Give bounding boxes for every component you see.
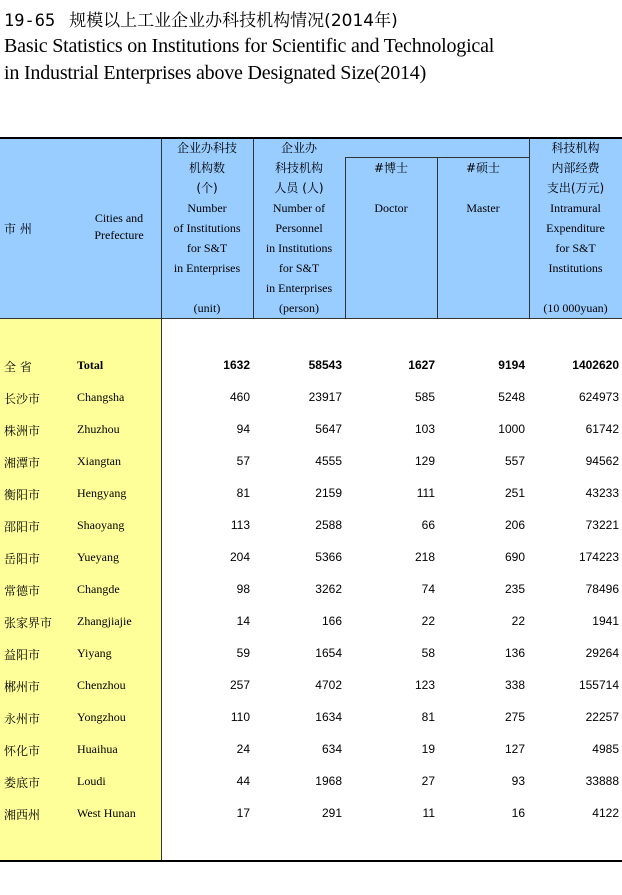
table-title-cn bbox=[4, 6, 398, 31]
cell-expenditure: 29264 bbox=[585, 646, 619, 660]
cell-expenditure: 73221 bbox=[585, 518, 619, 532]
cell-personnel: 23917 bbox=[308, 390, 342, 404]
cell-personnel: 1654 bbox=[315, 646, 342, 660]
row-label-cn: 湘西州 bbox=[4, 808, 41, 822]
cell-doctor: 1627 bbox=[408, 358, 435, 372]
row-label-en: Total bbox=[77, 358, 104, 372]
table-row bbox=[0, 446, 622, 478]
table-row bbox=[0, 574, 622, 606]
cell-expenditure: 4122 bbox=[592, 806, 619, 820]
cell-personnel: 1634 bbox=[315, 710, 342, 724]
cell-master: 338 bbox=[504, 678, 525, 692]
cell-personnel: 2159 bbox=[315, 486, 342, 500]
title-cn-text: 规模以上工业企业办科技机构情况(2014年) bbox=[69, 11, 398, 31]
cell-doctor: 123 bbox=[414, 678, 435, 692]
cell-expenditure: 61742 bbox=[585, 422, 619, 436]
row-label-en: Huaihua bbox=[77, 742, 118, 756]
table-row bbox=[0, 510, 622, 542]
cell-personnel: 5366 bbox=[315, 550, 342, 564]
table-row bbox=[0, 382, 622, 414]
cell-institutions: 44 bbox=[236, 774, 250, 788]
table-row bbox=[0, 766, 622, 798]
row-label-cn: 岳阳市 bbox=[4, 552, 41, 566]
cell-master: 275 bbox=[504, 710, 525, 724]
cell-expenditure: 624973 bbox=[578, 390, 619, 404]
row-label-cn: 邵阳市 bbox=[4, 520, 41, 534]
row-label-cn: 株洲市 bbox=[4, 424, 41, 438]
header-col-expenditure: 科技机构 内部经费 支出(万元) Intramural Expenditure for S&T Institutions (10 000yuan) bbox=[543, 141, 608, 315]
cell-doctor: 58 bbox=[421, 646, 435, 660]
cell-master: 235 bbox=[504, 582, 525, 596]
cell-institutions: 1632 bbox=[223, 358, 250, 372]
cell-master: 557 bbox=[504, 454, 525, 468]
table-row bbox=[0, 606, 622, 638]
cell-master: 136 bbox=[504, 646, 525, 660]
cell-institutions: 81 bbox=[236, 486, 250, 500]
cell-expenditure: 1941 bbox=[592, 614, 619, 628]
cell-personnel: 58543 bbox=[308, 358, 342, 372]
row-label-cn: 益阳市 bbox=[4, 648, 41, 662]
cell-master: 93 bbox=[511, 774, 525, 788]
cell-master: 127 bbox=[504, 742, 525, 756]
cell-institutions: 94 bbox=[236, 422, 250, 436]
header-col-doctor: #博士 Doctor bbox=[373, 161, 409, 215]
row-label-en: Loudi bbox=[77, 774, 106, 788]
table-row bbox=[0, 670, 622, 702]
row-label-en: Zhuzhou bbox=[77, 422, 120, 436]
cell-expenditure: 43233 bbox=[585, 486, 619, 500]
cell-institutions: 59 bbox=[236, 646, 250, 660]
row-label-en: Zhangjiajie bbox=[77, 614, 132, 628]
cell-personnel: 2588 bbox=[315, 518, 342, 532]
cell-doctor: 585 bbox=[414, 390, 435, 404]
cell-expenditure: 78496 bbox=[585, 582, 619, 596]
cell-doctor: 19 bbox=[421, 742, 435, 756]
cell-master: 251 bbox=[504, 486, 525, 500]
cell-expenditure: 94562 bbox=[585, 454, 619, 468]
row-label-en: Xiangtan bbox=[77, 454, 121, 468]
table-title-en-line2: in Industrial Enterprises above Designated Size(2014) bbox=[4, 62, 427, 84]
table-bottom-rule bbox=[0, 860, 622, 862]
row-label-en: Chenzhou bbox=[77, 678, 126, 692]
table-row bbox=[0, 734, 622, 766]
cell-institutions: 113 bbox=[230, 518, 250, 532]
cell-doctor: 129 bbox=[414, 454, 435, 468]
table-number: 19-65 bbox=[4, 11, 56, 31]
table-row bbox=[0, 702, 622, 734]
header-col-master: #硕士 Master bbox=[465, 161, 501, 215]
table-title-en-line1: Basic Statistics on Institutions for Scientific and Technological bbox=[4, 35, 495, 57]
cell-doctor: 27 bbox=[421, 774, 435, 788]
cell-personnel: 4555 bbox=[315, 454, 342, 468]
row-label-cn: 郴州市 bbox=[4, 680, 41, 694]
table-row bbox=[0, 798, 622, 830]
cell-doctor: 22 bbox=[421, 614, 435, 628]
cell-institutions: 460 bbox=[229, 390, 250, 404]
row-label-cn: 长沙市 bbox=[4, 392, 41, 406]
cell-institutions: 57 bbox=[236, 454, 250, 468]
row-label-en: Yongzhou bbox=[77, 710, 126, 724]
header-region-en: Cities and Prefecture bbox=[94, 211, 144, 242]
cell-doctor: 103 bbox=[414, 422, 435, 436]
row-label-en: West Hunan bbox=[77, 806, 136, 820]
cell-doctor: 74 bbox=[421, 582, 435, 596]
row-label-en: Changde bbox=[77, 582, 120, 596]
table-row bbox=[0, 542, 622, 574]
cell-doctor: 218 bbox=[414, 550, 435, 564]
table-row bbox=[0, 478, 622, 510]
row-label-en: Hengyang bbox=[77, 486, 127, 500]
header-col-institutions: 企业办科技 机构数 (个) Number of Institutions for S&T in Enterprises (unit) bbox=[173, 141, 241, 315]
cell-doctor: 11 bbox=[422, 806, 435, 820]
cell-expenditure: 155714 bbox=[578, 678, 619, 692]
cell-expenditure: 33888 bbox=[585, 774, 619, 788]
header-region-cn: 市 州 bbox=[4, 222, 32, 236]
table-row-total bbox=[0, 350, 622, 382]
row-label-en: Yueyang bbox=[77, 550, 119, 564]
cell-institutions: 24 bbox=[236, 742, 250, 756]
cell-institutions: 204 bbox=[229, 550, 250, 564]
cell-master: 22 bbox=[511, 614, 525, 628]
cell-personnel: 5647 bbox=[315, 422, 342, 436]
row-label-cn: 怀化市 bbox=[4, 744, 41, 758]
row-label-cn: 全 省 bbox=[4, 360, 32, 374]
cell-expenditure: 4985 bbox=[592, 742, 619, 756]
cell-expenditure: 22257 bbox=[585, 710, 619, 724]
cell-master: 690 bbox=[504, 550, 525, 564]
cell-doctor: 66 bbox=[421, 518, 435, 532]
cell-master: 1000 bbox=[498, 422, 525, 436]
cell-institutions: 257 bbox=[229, 678, 250, 692]
cell-institutions: 98 bbox=[236, 582, 250, 596]
cell-personnel: 4702 bbox=[315, 678, 342, 692]
cell-master: 206 bbox=[504, 518, 525, 532]
cell-expenditure: 174223 bbox=[578, 550, 619, 564]
cell-institutions: 110 bbox=[230, 710, 250, 724]
table-row bbox=[0, 414, 622, 446]
cell-master: 5248 bbox=[498, 390, 525, 404]
cell-expenditure: 1402620 bbox=[572, 358, 619, 372]
cell-institutions: 17 bbox=[236, 806, 250, 820]
row-label-en: Yiyang bbox=[77, 646, 112, 660]
row-label-cn: 湘潭市 bbox=[4, 456, 41, 470]
row-label-cn: 娄底市 bbox=[4, 776, 41, 790]
cell-doctor: 111 bbox=[416, 486, 435, 500]
cell-master: 9194 bbox=[498, 358, 525, 372]
header-col-personnel: 企业办 科技机构 人员 (人) Number of Personnel in Institutions for S&T in Enterprises (person) bbox=[265, 141, 333, 315]
table-row bbox=[0, 638, 622, 670]
cell-master: 16 bbox=[511, 806, 525, 820]
cell-personnel: 3262 bbox=[315, 582, 342, 596]
row-label-cn: 张家界市 bbox=[4, 616, 53, 630]
row-label-en: Shaoyang bbox=[77, 518, 125, 532]
cell-institutions: 14 bbox=[236, 614, 250, 628]
row-label-cn: 衡阳市 bbox=[4, 488, 41, 502]
row-label-cn: 常德市 bbox=[4, 584, 41, 598]
row-label-cn: 永州市 bbox=[4, 712, 41, 726]
cell-personnel: 291 bbox=[321, 806, 342, 820]
row-label-en: Changsha bbox=[77, 390, 125, 404]
cell-doctor: 81 bbox=[421, 710, 435, 724]
cell-personnel: 1968 bbox=[315, 774, 342, 788]
cell-personnel: 166 bbox=[321, 614, 342, 628]
cell-personnel: 634 bbox=[321, 742, 342, 756]
